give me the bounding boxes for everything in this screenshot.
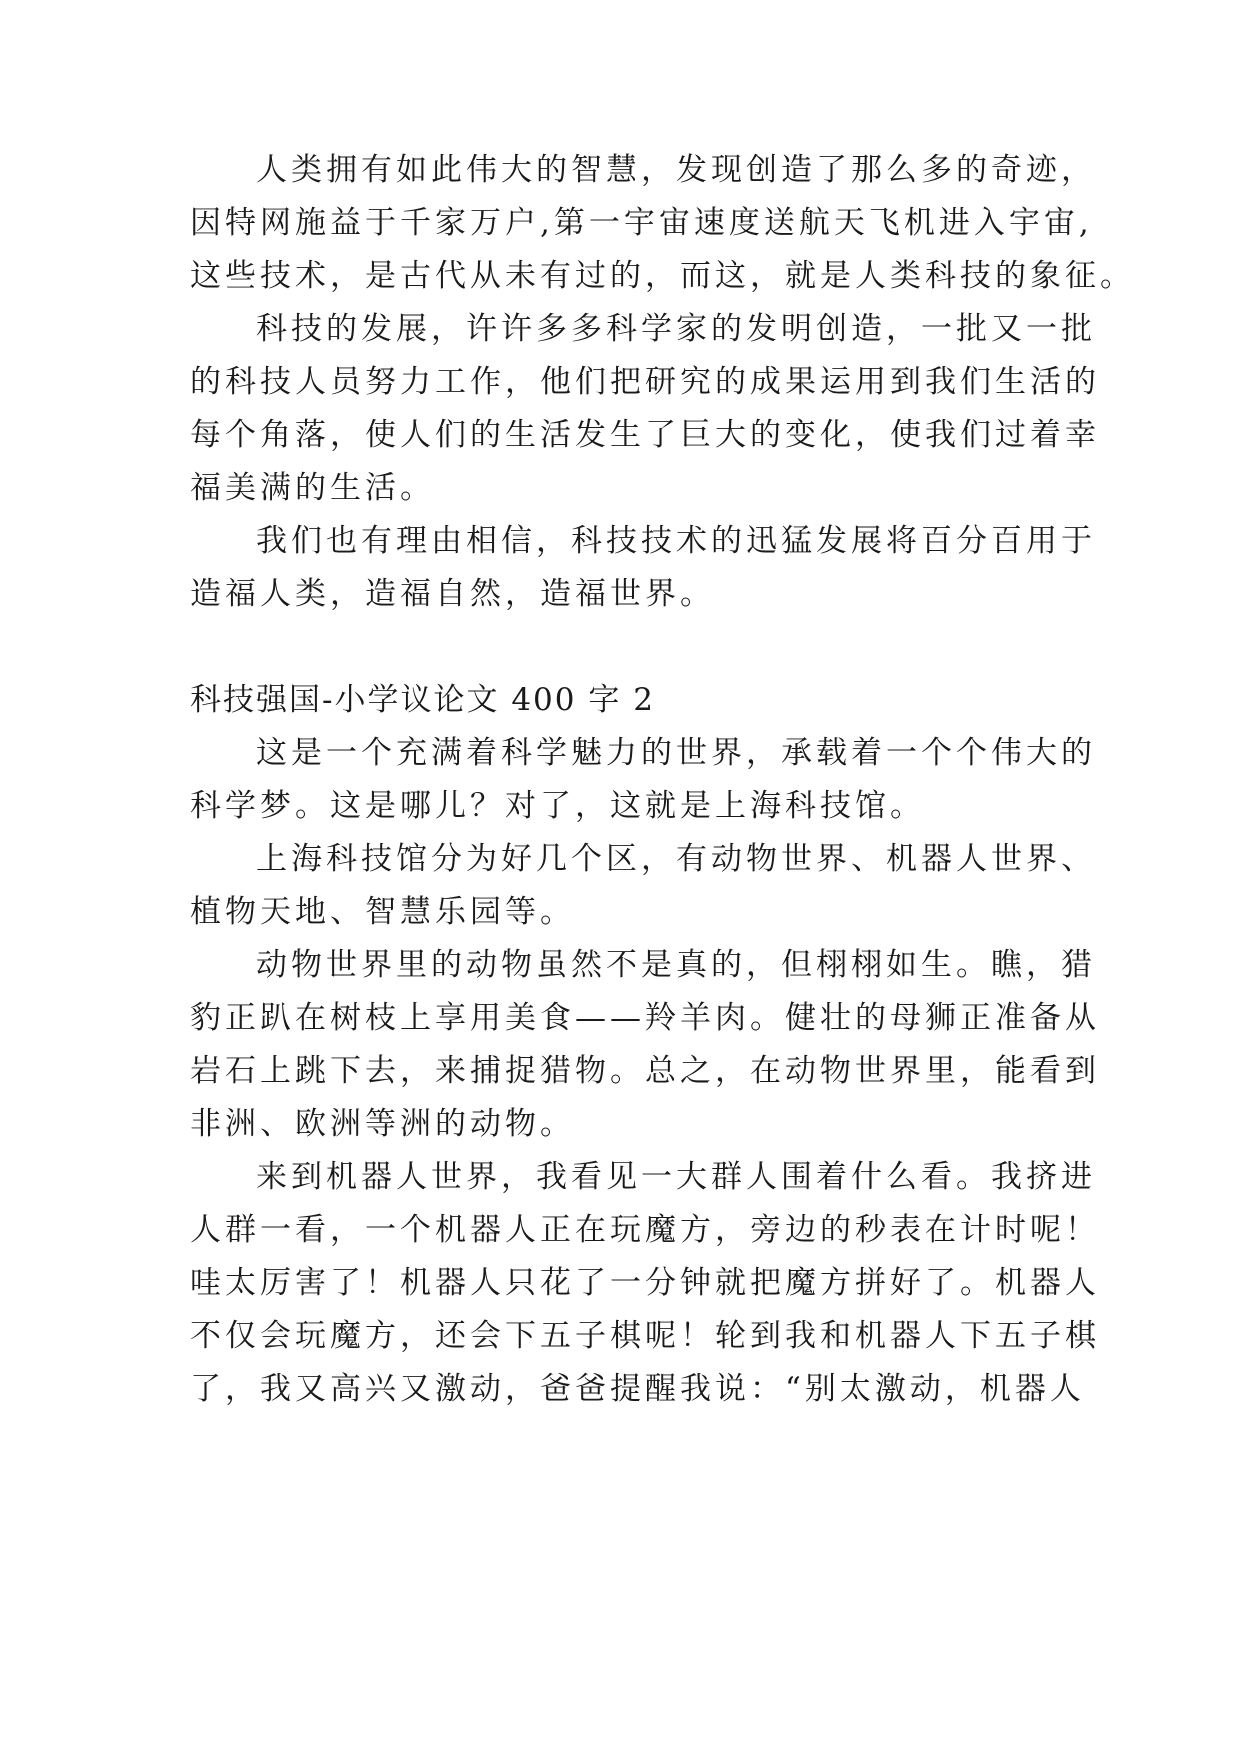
section2-paragraph-4-line-1: 来到机器人世界，我看见一大群人围着什么看。我挤进 — [256, 1159, 1096, 1195]
section2-paragraph-3-line-3: 岩石上跳下去，来捕捉猎物。总之，在动物世界里，能看到 — [190, 1053, 1100, 1089]
paragraph-3-line-1: 我们也有理由相信，科技技术的迅猛发展将百分百用于 — [256, 523, 1096, 559]
section2-paragraph-3-line-2: 豹正趴在树枝上享用美食——羚羊肉。健壮的母狮正准备从 — [190, 1000, 1100, 1036]
paragraph-1-line-3: 这些技术，是古代从未有过的，而这，就是人类科技的象征。 — [190, 258, 1135, 294]
section2-paragraph-3-line-4: 非洲、欧洲等洲的动物。 — [190, 1106, 575, 1142]
section2-paragraph-4-line-4: 不仅会玩魔方，还会下五子棋呢！轮到我和机器人下五子棋 — [190, 1318, 1100, 1354]
paragraph-2-line-3: 每个角落，使人们的生活发生了巨大的变化，使我们过着幸 — [190, 417, 1100, 453]
paragraph-2-line-2: 的科技人员努力工作，他们把研究的成果运用到我们生活的 — [190, 364, 1100, 400]
section2-paragraph-2-line-1: 上海科技馆分为好几个区，有动物世界、机器人世界、 — [256, 841, 1096, 877]
section2-paragraph-2-line-2: 植物天地、智慧乐园等。 — [190, 894, 575, 930]
paragraph-1-line-1: 人类拥有如此伟大的智慧，发现创造了那么多的奇迹， — [256, 152, 1096, 188]
section2-paragraph-4-line-3: 哇太厉害了！机器人只花了一分钟就把魔方拼好了。机器人 — [190, 1265, 1100, 1301]
section2-paragraph-1-line-2: 科学梦。这是哪儿？对了，这就是上海科技馆。 — [190, 788, 925, 824]
section2-paragraph-3-line-1: 动物世界里的动物虽然不是真的，但栩栩如生。瞧，猎 — [256, 947, 1096, 983]
paragraph-2-line-4: 福美满的生活。 — [190, 470, 435, 506]
section-heading: 科技强国-小学议论文 400 字 2 — [190, 682, 655, 718]
paragraph-2-line-1: 科技的发展，许许多多科学家的发明创造，一批又一批 — [256, 311, 1096, 347]
section2-paragraph-4-line-2: 人群一看，一个机器人正在玩魔方，旁边的秒表在计时呢！ — [190, 1212, 1100, 1248]
paragraph-3-line-2: 造福人类，造福自然，造福世界。 — [190, 576, 715, 612]
paragraph-1-line-2: 因特网施益于千家万户,第一宇宙速度送航天飞机进入宇宙, — [190, 205, 1093, 241]
section2-paragraph-4-line-5: 了，我又高兴又激动，爸爸提醒我说：“别太激动，机器人 — [190, 1371, 1085, 1407]
section2-paragraph-1-line-1: 这是一个充满着科学魅力的世界，承载着一个个伟大的 — [256, 735, 1096, 771]
